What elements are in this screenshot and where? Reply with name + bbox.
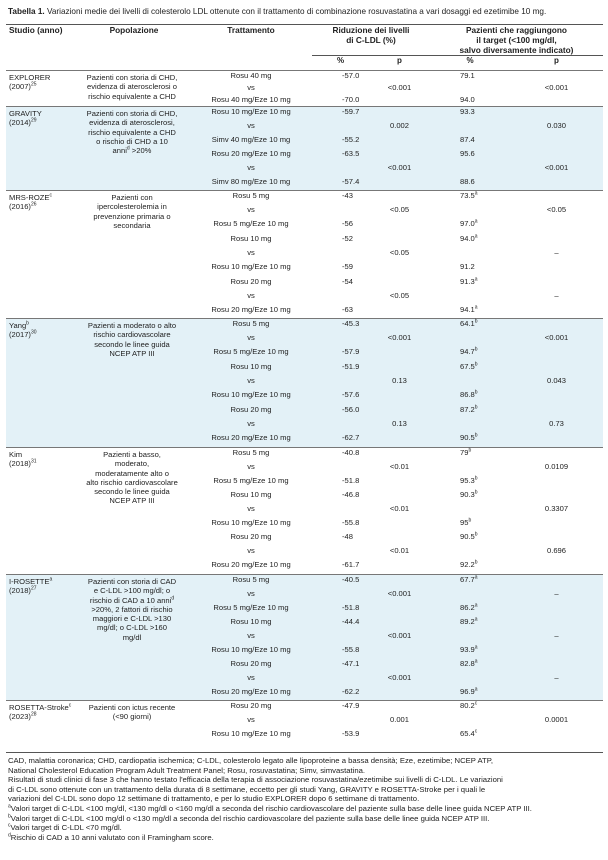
target-p-value bbox=[510, 532, 603, 546]
reduction-p-value bbox=[369, 476, 430, 490]
table-row bbox=[6, 701, 603, 715]
reduction-p-value bbox=[369, 95, 430, 107]
treatment-cell: vs bbox=[247, 82, 255, 92]
target-p-value bbox=[510, 107, 603, 121]
study-cell: Yang$^b$ $(2017)^{30}$ bbox=[6, 319, 78, 448]
reduction-value: -40.8 bbox=[312, 448, 369, 462]
reduction-value: -57.9 bbox=[312, 347, 369, 362]
target-p-value bbox=[510, 71, 603, 83]
target-value: 91.2 bbox=[460, 261, 475, 271]
target-value: 92.2$^b$ bbox=[460, 558, 478, 569]
reduction-value: -59.7 bbox=[312, 107, 369, 121]
target-value: 82.8$^a$ bbox=[430, 659, 510, 673]
treatment-cell: Simv 40 mg/Eze 10 mg bbox=[190, 135, 312, 149]
reduction-p-value: <0.001 bbox=[387, 82, 412, 92]
target-value bbox=[430, 376, 510, 390]
reduction-value: -63.5 bbox=[312, 149, 369, 163]
population-cell: Pazienti con ipercolesterolemia in prevenzione primaria o secondaria bbox=[78, 191, 190, 319]
note-results-1: Risultati di studi clinici di fase 3 che hanno testato l'efficacia della terapia di associazione rosuvastatina/ezetimibe sui livelli di C-LDL. Le variazioni bbox=[8, 775, 503, 785]
target-value bbox=[430, 248, 510, 262]
treatment-cell: Rosu 20 mg/Eze 10 mg bbox=[190, 687, 312, 701]
reduction-value: -53.9 bbox=[342, 728, 360, 738]
reduction-value: -61.7 bbox=[342, 559, 360, 569]
target-p-value: <0.001 bbox=[510, 163, 603, 177]
treatment-cell: Rosu 20 mg bbox=[230, 276, 272, 286]
target-value: 94.1$^a$ bbox=[460, 303, 478, 314]
treatment-cell: Rosu 20 mg/Eze 10 mg bbox=[211, 559, 291, 569]
target-p-value bbox=[510, 560, 603, 575]
treatment-cell: vs bbox=[190, 163, 312, 177]
target-value: 86.8$^b$ bbox=[430, 390, 510, 405]
treatment-cell: Rosu 20 mg bbox=[190, 659, 312, 673]
target-p-value: – bbox=[510, 589, 603, 603]
footnote-c: $^c$Valori target di C-LDL <70 mg/dl. bbox=[8, 822, 122, 833]
target-value: 97.0$^a$ bbox=[460, 217, 478, 228]
reduction-value bbox=[312, 248, 369, 262]
reduction-value: -47.9 bbox=[312, 701, 369, 715]
reduction-value: -51.8 bbox=[342, 475, 360, 485]
reduction-p-value: <0.01 bbox=[389, 545, 410, 555]
target-value: 79.1 bbox=[430, 71, 510, 83]
reduction-value: -57.0 bbox=[312, 71, 369, 83]
reduction-p-value bbox=[369, 347, 430, 362]
reduction-p-value: <0.001 bbox=[369, 333, 430, 347]
target-value bbox=[430, 673, 510, 687]
treatment-cell: Rosu 10 mg/Eze 10 mg bbox=[190, 645, 312, 659]
target-p-value bbox=[510, 234, 603, 248]
reduction-p-value: 0.13 bbox=[369, 419, 430, 433]
treatment-cell: Rosu 5 mg bbox=[190, 575, 312, 589]
table-row bbox=[6, 191, 603, 205]
study-cell: Kim $(2018)^{31}$ bbox=[6, 448, 78, 575]
target-value: 94.0 bbox=[460, 94, 475, 104]
treatment-cell: Rosu 20 mg bbox=[190, 405, 312, 419]
reduction-value: -59 bbox=[342, 261, 353, 271]
target-p-value: <0.001 bbox=[510, 333, 603, 347]
target-value: 91.3$^a$ bbox=[460, 275, 478, 286]
treatment-cell: vs bbox=[247, 714, 255, 724]
reduction-value bbox=[312, 333, 369, 347]
target-value: 89.2$^a$ bbox=[430, 617, 510, 631]
reduction-p-value: <0.001 bbox=[369, 631, 430, 645]
treatment-cell: Rosu 10 mg/Eze 10 mg bbox=[190, 107, 312, 121]
reduction-p-value: <0.05 bbox=[389, 290, 410, 300]
target-value bbox=[430, 419, 510, 433]
reduction-value: -46.8 bbox=[342, 489, 360, 499]
target-p-value bbox=[510, 149, 603, 163]
target-value bbox=[430, 589, 510, 603]
target-p-value: – bbox=[554, 290, 559, 300]
reduction-p-value: 0.002 bbox=[369, 121, 430, 135]
treatment-cell: vs bbox=[190, 121, 312, 135]
reduction-p-value bbox=[369, 149, 430, 163]
note-abbr-2: National Cholesterol Education Program Adult Treatment Panel; Rosu, rosuvastatina; Simv, simvastatina. bbox=[8, 765, 366, 775]
target-value: 93.9$^a$ bbox=[430, 645, 510, 659]
footer-divider bbox=[6, 752, 603, 753]
reduction-p-value bbox=[369, 532, 430, 546]
treatment-cell: vs bbox=[190, 631, 312, 645]
target-value: 90.5$^b$ bbox=[460, 530, 478, 541]
reduction-p-value bbox=[369, 405, 430, 419]
footnote-d: $^d$Rischio di CAD a 10 anni valutato con il Framingham score. bbox=[8, 832, 214, 842]
target-p-value bbox=[510, 95, 603, 107]
reduction-p-value: <0.05 bbox=[389, 204, 410, 214]
reduction-value: -43 bbox=[312, 191, 369, 205]
target-value bbox=[430, 546, 510, 560]
reduction-p-value bbox=[369, 135, 430, 149]
reduction-p-value bbox=[369, 390, 430, 405]
reduction-value: -56 bbox=[342, 218, 353, 228]
population-cell: Pazienti con ictus recente (<90 giorni) bbox=[78, 701, 190, 743]
target-value bbox=[430, 291, 510, 305]
reduction-value: -62.2 bbox=[312, 687, 369, 701]
reduction-p-value bbox=[369, 319, 430, 333]
header-row bbox=[6, 25, 603, 56]
reduction-value: -45.3 bbox=[312, 319, 369, 333]
target-value: 95$^b$ bbox=[460, 516, 472, 527]
reduction-p-value bbox=[369, 603, 430, 617]
population-cell: Pazienti a moderato o alto rischio cardiovascolare secondo le linee guida NCEP ATP III bbox=[78, 319, 190, 448]
target-p-value: 0.0001 bbox=[544, 714, 569, 724]
target-p-value bbox=[510, 305, 603, 319]
target-value: 93.3 bbox=[430, 107, 510, 121]
reduction-p-value bbox=[369, 659, 430, 673]
reduction-p-value: <0.01 bbox=[389, 461, 410, 471]
reduction-value: -54 bbox=[342, 276, 353, 286]
reduction-value bbox=[312, 462, 369, 476]
subheader-p-target: p bbox=[510, 56, 603, 71]
caption-text: Variazioni medie dei livelli di colesterolo LDL ottenute con il trattamento di combinazione rosuvastatina a vari dosaggi ed ezetimibe 10 mg. bbox=[47, 7, 547, 16]
reduction-p-value: <0.05 bbox=[389, 247, 410, 257]
reduction-value bbox=[312, 715, 369, 729]
treatment-cell: Rosu 10 mg bbox=[190, 362, 312, 376]
reduction-value bbox=[312, 419, 369, 433]
target-value bbox=[430, 333, 510, 347]
reduction-p-value bbox=[369, 262, 430, 277]
target-p-value bbox=[510, 347, 603, 362]
target-p-value bbox=[510, 191, 603, 205]
treatment-cell: vs bbox=[190, 589, 312, 603]
subheader-row bbox=[6, 56, 603, 71]
reduction-value: -57.4 bbox=[312, 177, 369, 191]
target-p-value: <0.05 bbox=[546, 204, 567, 214]
reduction-p-value bbox=[369, 107, 430, 121]
table-notes bbox=[8, 756, 605, 842]
target-p-value: 0.73 bbox=[510, 419, 603, 433]
reduction-p-value bbox=[369, 433, 430, 448]
reduction-p-value: 0.001 bbox=[389, 714, 409, 724]
table-body bbox=[6, 71, 603, 743]
reduction-value: -55.2 bbox=[312, 135, 369, 149]
study-cell: GRAVITY $(2014)^{29}$ bbox=[6, 107, 78, 191]
reduction-value: -70.0 bbox=[342, 94, 360, 104]
treatment-cell: vs bbox=[247, 545, 255, 555]
reduction-value: -62.7 bbox=[312, 433, 369, 448]
table-row bbox=[6, 107, 603, 121]
target-value bbox=[430, 504, 510, 518]
reduction-p-value bbox=[369, 490, 430, 504]
target-p-value bbox=[510, 219, 603, 234]
reduction-value bbox=[312, 83, 369, 95]
reduction-value bbox=[312, 291, 369, 305]
target-p-value bbox=[510, 490, 603, 504]
reduction-value: -40.5 bbox=[312, 575, 369, 589]
reduction-value: -52 bbox=[342, 233, 353, 243]
subheader-pct-target: % bbox=[430, 56, 510, 71]
reduction-value bbox=[312, 504, 369, 518]
target-value bbox=[430, 631, 510, 645]
treatment-cell: Rosu 20 mg bbox=[230, 531, 272, 541]
target-value bbox=[430, 205, 510, 219]
target-value: 86.2$^a$ bbox=[430, 603, 510, 617]
target-p-value: <0.001 bbox=[544, 82, 569, 92]
treatment-cell: Rosu 5 mg/Eze 10 mg bbox=[213, 475, 289, 485]
target-value: 73.5$^a$ bbox=[430, 191, 510, 205]
note-abbr-1: CAD, malattia coronarica; CHD, cardiopatia ischemica; C-LDL, colesterolo legato alle lipoproteine a bassa densità; Eze, ezetimibe; NCEP ATP, bbox=[8, 756, 493, 765]
target-value: 64.1$^b$ bbox=[430, 319, 510, 333]
target-p-value bbox=[510, 362, 603, 376]
target-p-value bbox=[510, 277, 603, 291]
reduction-p-value bbox=[369, 687, 430, 701]
reduction-value: -47.1 bbox=[312, 659, 369, 673]
reduction-value: -55.8 bbox=[342, 517, 360, 527]
reduction-p-value bbox=[369, 191, 430, 205]
population-cell: Pazienti con storia di CAD e C-LDL >100 mg/dl; o rischio di CAD a 10 anni$^d$ >20%, 2 fattori di rischio maggiori e C-LDL >130 mg/dl; o C-LDL >160 mg/dl bbox=[78, 575, 190, 701]
header-reduction: Riduzione dei livelli di C-LDL (%) bbox=[312, 25, 430, 56]
target-p-value bbox=[510, 575, 603, 589]
header-treatment: Trattamento bbox=[190, 25, 312, 56]
target-p-value bbox=[510, 645, 603, 659]
reduction-p-value bbox=[369, 219, 430, 234]
treatment-cell: Rosu 5 mg bbox=[190, 448, 312, 462]
target-value bbox=[430, 715, 510, 729]
reduction-value bbox=[312, 673, 369, 687]
reduction-p-value: <0.001 bbox=[369, 589, 430, 603]
treatment-cell: vs bbox=[190, 673, 312, 687]
target-value bbox=[430, 462, 510, 476]
target-value: 87.4 bbox=[430, 135, 510, 149]
footnote-a: $^a$Valori target di C-LDL <100 mg/dl, <130 mg/dl o <160 mg/dl a seconda del rischio cardiovascolare del paziente sulla base delle linee guida NCEP ATP III. bbox=[8, 803, 532, 813]
study-cell: I-ROSETTE$^a$ $(2018)^{27}$ bbox=[6, 575, 78, 701]
target-p-value bbox=[510, 701, 603, 715]
reduction-value: -63 bbox=[342, 304, 353, 314]
target-value: 79$^b$ bbox=[430, 448, 510, 462]
results-table bbox=[6, 24, 603, 743]
table-row bbox=[6, 319, 603, 333]
treatment-cell: Rosu 20 mg/Eze 10 mg bbox=[190, 149, 312, 163]
reduction-p-value bbox=[369, 277, 430, 291]
header-population: Popolazione bbox=[78, 25, 190, 56]
treatment-cell: Rosu 5 mg/Eze 10 mg bbox=[190, 603, 312, 617]
target-value bbox=[430, 163, 510, 177]
study-cell: ROSETTA-Stroke$^c$ $(2023)^{28}$ bbox=[6, 701, 78, 743]
target-p-value bbox=[510, 603, 603, 617]
study-cell: EXPLORER $(2007)^{25}$ bbox=[6, 71, 78, 107]
reduction-value bbox=[312, 205, 369, 219]
reduction-value: -44.4 bbox=[312, 617, 369, 631]
treatment-cell: vs bbox=[247, 247, 255, 257]
reduction-p-value bbox=[369, 362, 430, 376]
treatment-cell: Rosu 10 mg/Eze 10 mg bbox=[211, 728, 291, 738]
subheader-p: p bbox=[369, 56, 430, 71]
footnote-b: $^b$Valori target di C-LDL <100 mg/dl o <130 mg/dl a seconda del rischio cardiovascolare del paziente sulla base delle linee guida NCEP ATP III. bbox=[8, 813, 490, 823]
reduction-value: -51.9 bbox=[312, 362, 369, 376]
target-p-value: – bbox=[510, 631, 603, 645]
treatment-cell: Rosu 10 mg/Eze 10 mg bbox=[211, 261, 291, 271]
note-results-2: di C-LDL sono ottenute con un trattamento della durata di 8 settimane, eccetto per gli studi Yang, GRAVITY e ROSETTA-Stroke per i quali le bbox=[8, 784, 486, 794]
treatment-cell: Rosu 10 mg/Eze 10 mg bbox=[211, 517, 291, 527]
target-p-value: – bbox=[510, 673, 603, 687]
treatment-cell: Rosu 5 mg/Eze 10 mg bbox=[213, 218, 289, 228]
caption-label: Tabella 1. bbox=[8, 7, 45, 16]
target-value: 67.5$^b$ bbox=[430, 362, 510, 376]
reduction-value: -57.6 bbox=[312, 390, 369, 405]
target-value: 90.3$^b$ bbox=[460, 488, 478, 499]
target-p-value: 0.696 bbox=[546, 545, 566, 555]
reduction-value bbox=[312, 163, 369, 177]
table-row bbox=[6, 575, 603, 589]
target-value bbox=[430, 83, 510, 95]
target-value: 95.3$^b$ bbox=[460, 474, 478, 485]
target-p-value bbox=[510, 729, 603, 743]
population-cell: Pazienti con storia di CHD, evidenza di aterosclerosi o rischio equivalente a CHD bbox=[78, 71, 190, 107]
reduction-p-value bbox=[369, 305, 430, 319]
reduction-p-value bbox=[369, 560, 430, 575]
population-cell: Pazienti a basso, moderato, moderatamente alto o alto rischio cardiovascolare secondo le linee guida NCEP ATP III bbox=[78, 448, 190, 575]
reduction-p-value: 0.13 bbox=[369, 376, 430, 390]
treatment-cell: Simv 80 mg/Eze 10 mg bbox=[190, 177, 312, 191]
reduction-p-value bbox=[369, 729, 430, 743]
treatment-cell: Rosu 10 mg bbox=[230, 233, 272, 243]
target-p-value: 0.3307 bbox=[544, 503, 569, 513]
reduction-value bbox=[312, 546, 369, 560]
reduction-p-value: <0.001 bbox=[369, 163, 430, 177]
treatment-cell: vs bbox=[247, 290, 255, 300]
target-p-value: 0.030 bbox=[510, 121, 603, 135]
treatment-cell: Rosu 10 mg bbox=[230, 489, 272, 499]
treatment-cell: Rosu 40 mg/Eze 10 mg bbox=[211, 94, 291, 104]
target-p-value: – bbox=[554, 247, 559, 257]
treatment-cell: vs bbox=[190, 419, 312, 433]
treatment-cell: Rosu 20 mg/Eze 10 mg bbox=[190, 433, 312, 448]
treatment-cell: vs bbox=[247, 204, 255, 214]
target-value: 88.6 bbox=[430, 177, 510, 191]
target-p-value bbox=[510, 390, 603, 405]
reduction-value bbox=[312, 631, 369, 645]
target-value: 90.5$^b$ bbox=[430, 433, 510, 448]
target-p-value bbox=[510, 262, 603, 277]
table-caption bbox=[8, 6, 604, 17]
reduction-p-value bbox=[369, 617, 430, 631]
treatment-cell: Rosu 20 mg bbox=[190, 701, 312, 715]
reduction-value: -55.8 bbox=[312, 645, 369, 659]
table-row bbox=[6, 71, 603, 83]
treatment-cell: Rosu 5 mg/Eze 10 mg bbox=[190, 347, 312, 362]
target-p-value bbox=[510, 177, 603, 191]
note-results-3: variazioni del C-LDL sono dopo 12 settimane di trattamento, e per lo studio EXPLORER dopo 6 settimane di trattamento. bbox=[8, 794, 420, 804]
population-cell: Pazienti con storia di CHD, evidenza di aterosclerosi, rischio equivalente a CHD o rischio di CHD a 10 anni$^d$ >20% bbox=[78, 107, 190, 191]
reduction-p-value bbox=[369, 71, 430, 83]
target-p-value bbox=[510, 617, 603, 631]
table-row bbox=[6, 448, 603, 462]
treatment-cell: Rosu 10 mg/Eze 10 mg bbox=[190, 390, 312, 405]
reduction-p-value: <0.001 bbox=[369, 673, 430, 687]
treatment-cell: Rosu 10 mg bbox=[190, 617, 312, 631]
subheader-pct: % bbox=[312, 56, 369, 71]
target-value: 65.4$^c$ bbox=[460, 727, 478, 738]
target-value: 95.6 bbox=[430, 149, 510, 163]
target-value: 67.7$^a$ bbox=[430, 575, 510, 589]
treatment-cell: vs bbox=[247, 503, 255, 513]
reduction-value bbox=[312, 589, 369, 603]
study-cell: MRS-ROZE$^c$ $(2016)^{26}$ bbox=[6, 191, 78, 319]
target-p-value: 0.043 bbox=[510, 376, 603, 390]
target-p-value bbox=[510, 433, 603, 448]
treatment-cell: Rosu 40 mg bbox=[190, 71, 312, 83]
reduction-p-value bbox=[369, 234, 430, 248]
header-target: Pazienti che raggiungono il target (<100 mg/dl, salvo diversamente indicato) bbox=[430, 25, 603, 56]
reduction-value: -51.8 bbox=[312, 603, 369, 617]
target-value: 96.9$^a$ bbox=[430, 687, 510, 701]
reduction-p-value bbox=[369, 645, 430, 659]
reduction-value bbox=[312, 376, 369, 390]
treatment-cell: vs bbox=[190, 333, 312, 347]
treatment-cell: Rosu 5 mg bbox=[190, 191, 312, 205]
target-value: 87.2$^b$ bbox=[430, 405, 510, 419]
reduction-value: -48 bbox=[342, 531, 353, 541]
treatment-cell: Rosu 5 mg bbox=[190, 319, 312, 333]
target-p-value bbox=[510, 319, 603, 333]
target-p-value bbox=[510, 476, 603, 490]
target-p-value bbox=[510, 659, 603, 673]
target-p-value: 0.0109 bbox=[544, 461, 569, 471]
reduction-value bbox=[312, 121, 369, 135]
reduction-p-value bbox=[369, 448, 430, 462]
reduction-p-value bbox=[369, 575, 430, 589]
reduction-p-value bbox=[369, 701, 430, 715]
treatment-cell: Rosu 20 mg/Eze 10 mg bbox=[211, 304, 291, 314]
target-p-value bbox=[510, 405, 603, 419]
target-value: 94.7$^b$ bbox=[430, 347, 510, 362]
treatment-cell: vs bbox=[190, 376, 312, 390]
reduction-p-value: <0.01 bbox=[389, 503, 410, 513]
treatment-cell: vs bbox=[247, 461, 255, 471]
target-p-value bbox=[510, 135, 603, 149]
header-study: Studio (anno) bbox=[6, 25, 78, 56]
reduction-p-value bbox=[369, 518, 430, 532]
target-value: 94.0$^a$ bbox=[460, 232, 478, 243]
target-p-value bbox=[510, 448, 603, 462]
target-value bbox=[430, 121, 510, 135]
reduction-p-value bbox=[369, 177, 430, 191]
target-p-value bbox=[510, 518, 603, 532]
reduction-value: -56.0 bbox=[312, 405, 369, 419]
target-value: 80.2$^c$ bbox=[430, 701, 510, 715]
target-p-value bbox=[510, 687, 603, 701]
